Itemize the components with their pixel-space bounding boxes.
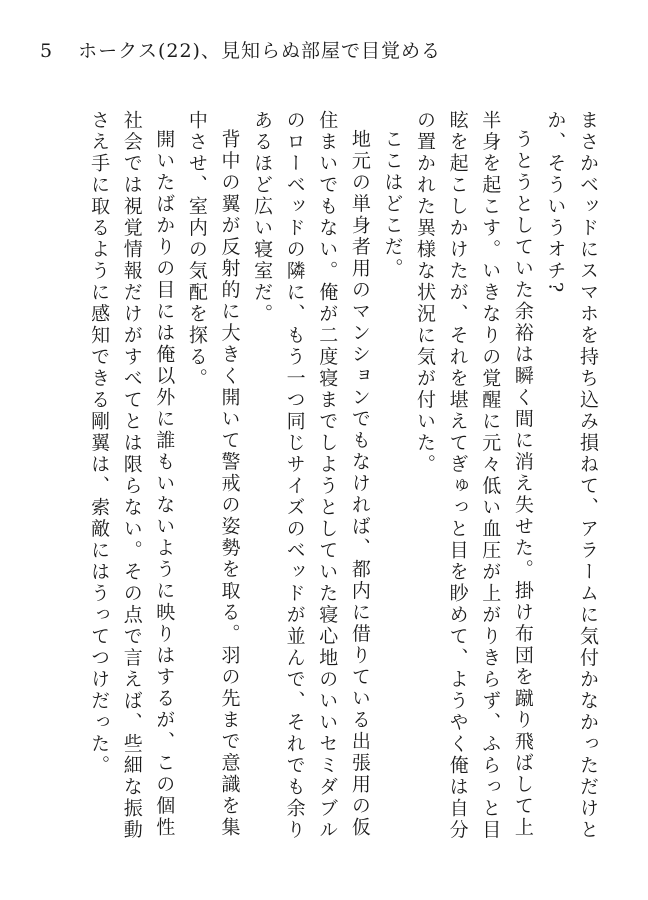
paragraph-4: 地元の単身者用のマンションでもなければ、都内に借りている出張用の仮住まいでもない。俺が二度寝までしようとしていた寝心地のいいセミダブルのローベッドの隣に、もう一つ同じサイズのベッドが並んで、それでも余りあるほど広い寝室だ。 <box>251 110 371 841</box>
chapter-title: ホークス(22)、見知らぬ部屋で目覚める <box>78 40 441 62</box>
page-number: 5 <box>40 40 54 62</box>
paragraph-5: 背中の翼が反射的に大きく開いて警戒の姿勢を取る。羽の先まで意識を集中させ、室内の気配を探る。 <box>185 110 241 839</box>
paragraph-1: まさかベッドにスマホを持ち込み損ねて、アラームに気付かなかっただけとか、そういうオチ? <box>544 110 599 841</box>
paragraph-6: 開いたばかりの目には俺以外に誰もいないように映りはするが、この個性社会では視覚情報だけがすべてとは限らない。その点で言えば、些細な振動さえ手に取るように感知できる剛翼は、索敵にはうってつけだった。 <box>88 110 176 841</box>
page-header <box>40 36 441 63</box>
vertical-body-text <box>83 110 605 845</box>
paragraph-3: ここはどこだ。 <box>381 129 404 280</box>
paragraph-2: うとうとしていた余裕は瞬く間に消え失せた。掛け布団を蹴り飛ばして上半身を起こす。いきなりの覚醒に元々低い血圧が上がりきらず、ふらっと目眩を起こしかけたが、それを堪えてぎゅっと目を眇めて、ようやく俺は自分の置かれた異様な状況に気が付いた。 <box>414 110 534 841</box>
